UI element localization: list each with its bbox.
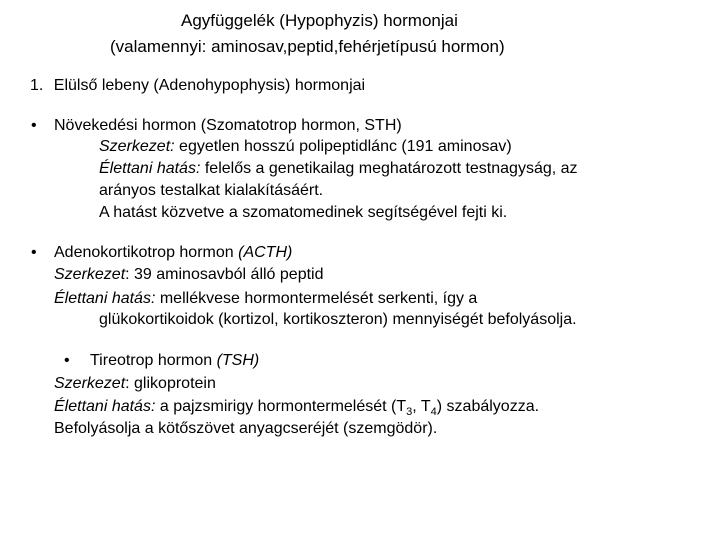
effect-text-b: , T <box>412 398 431 415</box>
effect-continuation: glükokortikoidok (kortizol, kortikoszteron) mennyiségét befolyásolja. <box>99 311 577 328</box>
structure-line <box>54 265 324 285</box>
subscript-4: 4 <box>430 406 437 419</box>
bullet-icon: • <box>64 352 70 369</box>
structure-label: Szerkezet <box>54 266 126 283</box>
hormone-name: Növekedési hormon (Szomatotrop hormon, STH) <box>54 117 402 134</box>
effect-line <box>54 397 539 417</box>
hormone-abbrev: (TSH) <box>216 352 260 369</box>
bullet-icon: • <box>31 244 37 261</box>
structure-label: Szerkezet <box>54 375 126 392</box>
title-line-2: (valamennyi: aminosav,peptid,fehérjetípusú hormon) <box>110 37 505 56</box>
effect-text-c: ) szabályozza. <box>436 398 540 415</box>
extra-line: Befolyásolja a kötőszövet anyagcseréjét (szemgödör). <box>54 420 438 437</box>
section-heading <box>30 76 365 96</box>
effect-text: felelős a genetikailag meghatározott testnagyság, az <box>200 160 578 177</box>
structure-line <box>54 374 216 394</box>
effect-label: Élettani hatás: <box>54 290 156 307</box>
hormone-name <box>54 243 292 263</box>
structure-text: : glikoprotein <box>125 375 216 392</box>
effect-continuation: arányos testalkat kialakításáért. <box>99 182 324 199</box>
effect-line <box>54 289 477 309</box>
effect-line <box>99 159 578 179</box>
section-heading-text: Elülső lebeny (Adenohypophysis) hormonjai <box>53 77 366 94</box>
effect-text: mellékvese hormontermelését serkenti, így a <box>155 290 478 307</box>
subscript-3: 3 <box>406 406 413 419</box>
extra-line: A hatást közvetve a szomatomedinek segítségével fejti ki. <box>99 204 508 221</box>
bullet-icon: • <box>31 117 37 134</box>
hormone-name-text: Adenokortikotrop hormon <box>54 244 239 261</box>
effect-label: Élettani hatás: <box>54 398 156 415</box>
section-number: 1. <box>30 77 44 94</box>
hormone-name <box>90 351 259 371</box>
effect-label: Élettani hatás: <box>99 160 201 177</box>
hormone-name-text: Tireotrop hormon <box>90 352 217 369</box>
structure-line <box>99 137 512 157</box>
effect-text-a: a pajzsmirigy hormontermelését (T <box>155 398 407 415</box>
title-line-1: Agyfüggelék (Hypophyzis) hormonjai <box>181 11 458 30</box>
structure-text: egyetlen hosszú polipeptidlánc (191 aminosav) <box>174 138 512 155</box>
structure-label: Szerkezet: <box>99 138 175 155</box>
hormone-abbrev: (ACTH) <box>238 244 293 261</box>
structure-text: : 39 aminosavból álló peptid <box>125 266 324 283</box>
